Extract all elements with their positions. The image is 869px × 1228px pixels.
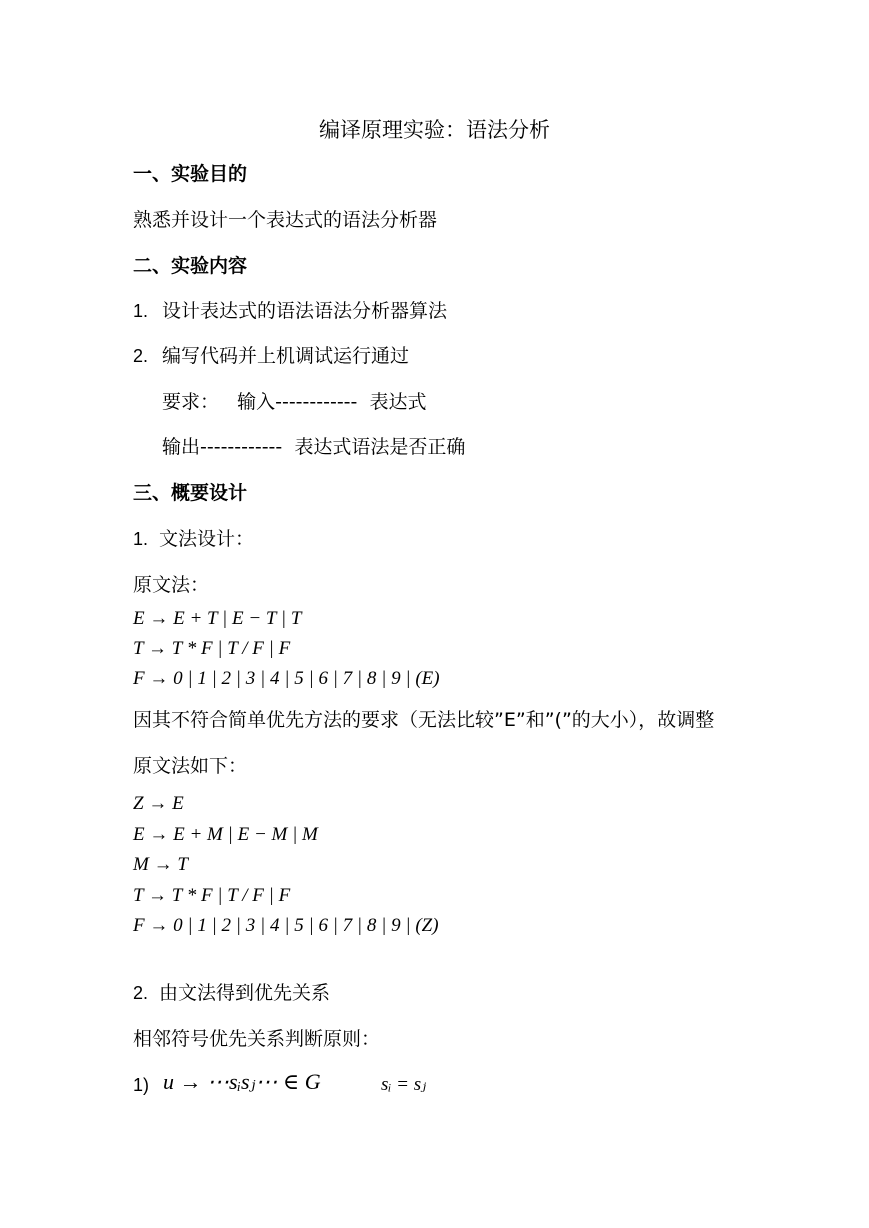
section-heading-purpose: 一、实验目的 [133,163,248,185]
list-item-text: 由文法得到优先关系 [159,982,331,1004]
list-item-number: 2. [133,983,149,1003]
original-grammar-label: 原文法： [133,574,210,596]
purpose-text: 熟悉并设计一个表达式的语法分析器 [133,209,438,231]
adjusted-grammar-label: 原文法如下： [133,755,248,777]
grammar-rule: F → 0 | 1 | 2 | 3 | 4 | 5 | 6 | 7 | 8 | 9 | (Z) [133,915,439,936]
list-item-number: 1. [133,529,149,549]
list-item-number: 1. [133,301,149,321]
list-item-number: 2. [133,346,149,366]
rule-relation: sᵢ = sⱼ [381,1074,427,1095]
grammar-rule: T → T * F | T / F | F [133,638,291,659]
page-title: 编译原理实验：语法分析 [319,118,550,142]
grammar-rule: E → E + M | E − M | M [133,824,318,845]
grammar-rule: E → E + T | E − T | T [133,608,302,629]
rule-number: 1) [133,1075,150,1095]
rule-formula: u → ⋯sᵢsⱼ⋯ ∈ G [163,1069,321,1094]
requirement-input: 要求： 输入------------ 表达式 [162,391,427,413]
adjustment-reason: 因其不符合简单优先方法的要求（无法比较”E”和”(”的大小），故调整 [133,709,715,731]
grammar-rule: Z → E [133,793,184,814]
rule-label: 相邻符号优先关系判断原则： [133,1028,381,1050]
list-item-text: 编写代码并上机调试运行通过 [162,345,410,367]
grammar-rule: M → T [133,854,188,875]
grammar-rule: T → T * F | T / F | F [133,885,291,906]
grammar-rule: F → 0 | 1 | 2 | 3 | 4 | 5 | 6 | 7 | 8 | 9 | (E) [133,668,440,689]
section-heading-design: 三、概要设计 [133,482,248,504]
list-item-text: 设计表达式的语法语法分析器算法 [162,300,448,322]
section-heading-content: 二、实验内容 [133,255,248,277]
requirement-output: 输出------------ 表达式语法是否正确 [162,436,466,458]
list-item-text: 文法设计： [159,528,255,550]
